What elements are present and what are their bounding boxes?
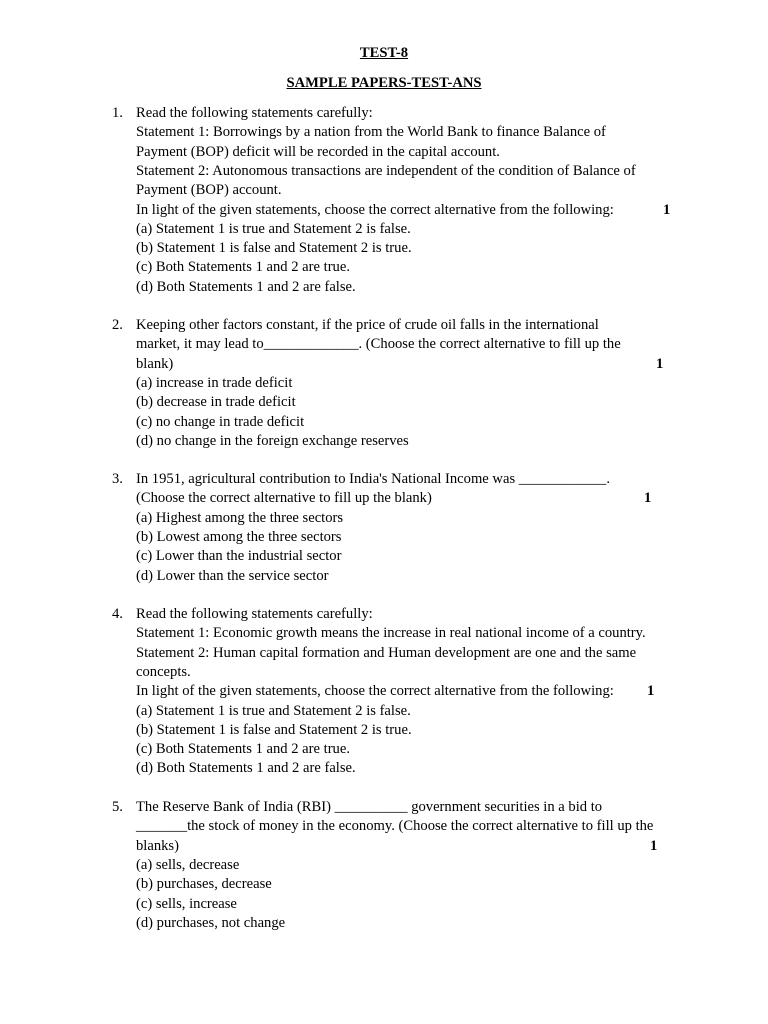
option-d: (d) Both Statements 1 and 2 are false.: [136, 760, 356, 777]
question-text-line: Keeping other factors constant, if the price of crude oil falls in the international: [136, 317, 599, 333]
question-text-line: blanks): [136, 837, 179, 854]
option-c: (c) no change in trade deficit: [136, 413, 305, 430]
question-text-line: Statement 1: Borrowings by a nation from the World Bank to finance Balance of: [136, 124, 606, 141]
question-text-line: In 1951, agricultural contribution to India's National Income was ____________.: [136, 471, 610, 487]
question-text-line: Statement 1: Economic growth means the increase in real national income of a country.: [136, 625, 646, 642]
question-text-line: Payment (BOP) account.: [136, 182, 282, 199]
option-c: (c) Both Statements 1 and 2 are true.: [136, 259, 350, 276]
question-text-line: Statement 2: Human capital formation and Human development are one and the same: [136, 644, 637, 661]
question-number: 4.: [112, 606, 123, 622]
page-subtitle: SAMPLE PAPERS-TEST-ANS: [286, 75, 482, 91]
marks-label: 1: [650, 837, 658, 854]
question-text-line: The Reserve Bank of India (RBI) __________ government securities in a bid to: [136, 799, 603, 815]
question-number: 5.: [112, 799, 123, 815]
question-text-line: In light of the given statements, choose the correct alternative from the following:: [136, 683, 614, 700]
option-c: (c) Lower than the industrial sector: [136, 548, 342, 565]
option-c: (c) Both Statements 1 and 2 are true.: [136, 741, 350, 758]
question-text-line: In light of the given statements, choose the correct alternative from the following:: [136, 201, 614, 218]
question-text-line: _______the stock of money in the economy. (Choose the correct alternative to fill up the: [136, 818, 654, 835]
question-text-line: blank): [136, 355, 174, 372]
option-a: (a) Statement 1 is true and Statement 2 is false.: [136, 702, 411, 719]
option-d: (d) no change in the foreign exchange reserves: [136, 432, 409, 449]
page-title: TEST-8: [359, 45, 409, 61]
question-number: 1.: [112, 105, 123, 121]
option-c: (c) sells, increase: [136, 895, 237, 912]
option-a: (a) Highest among the three sectors: [136, 509, 344, 526]
question-number: 2.: [112, 317, 123, 333]
option-b: (b) Statement 1 is false and Statement 2 is true.: [136, 721, 412, 738]
option-d: (d) Lower than the service sector: [136, 567, 329, 584]
option-b: (b) Lowest among the three sectors: [136, 528, 342, 545]
option-d: (d) purchases, not change: [136, 914, 286, 931]
question-text-line: Payment (BOP) deficit will be recorded in the capital account.: [136, 143, 500, 160]
option-a: (a) increase in trade deficit: [136, 374, 293, 391]
option-b: (b) purchases, decrease: [136, 876, 272, 893]
question-text-line: market, it may lead to_____________. (Choose the correct alternative to fill up the: [136, 336, 621, 353]
question-text-line: Statement 2: Autonomous transactions are independent of the condition of Balance of: [136, 162, 636, 179]
question-text-line: concepts.: [136, 663, 191, 680]
question-text-line: Read the following statements carefully:: [136, 105, 373, 121]
option-a: (a) sells, decrease: [136, 856, 240, 873]
option-d: (d) Both Statements 1 and 2 are false.: [136, 278, 356, 295]
option-b: (b) decrease in trade deficit: [136, 394, 296, 411]
question-text-line: Read the following statements carefully:: [136, 606, 373, 622]
marks-label: 1: [644, 490, 652, 507]
marks-label: 1: [647, 683, 655, 700]
question-number: 3.: [112, 471, 123, 487]
option-b: (b) Statement 1 is false and Statement 2 is true.: [136, 240, 412, 257]
marks-label: 1: [663, 201, 671, 218]
option-a: (a) Statement 1 is true and Statement 2 is false.: [136, 220, 411, 237]
marks-label: 1: [656, 355, 664, 372]
question-text-line: (Choose the correct alternative to fill up the blank): [136, 490, 432, 507]
